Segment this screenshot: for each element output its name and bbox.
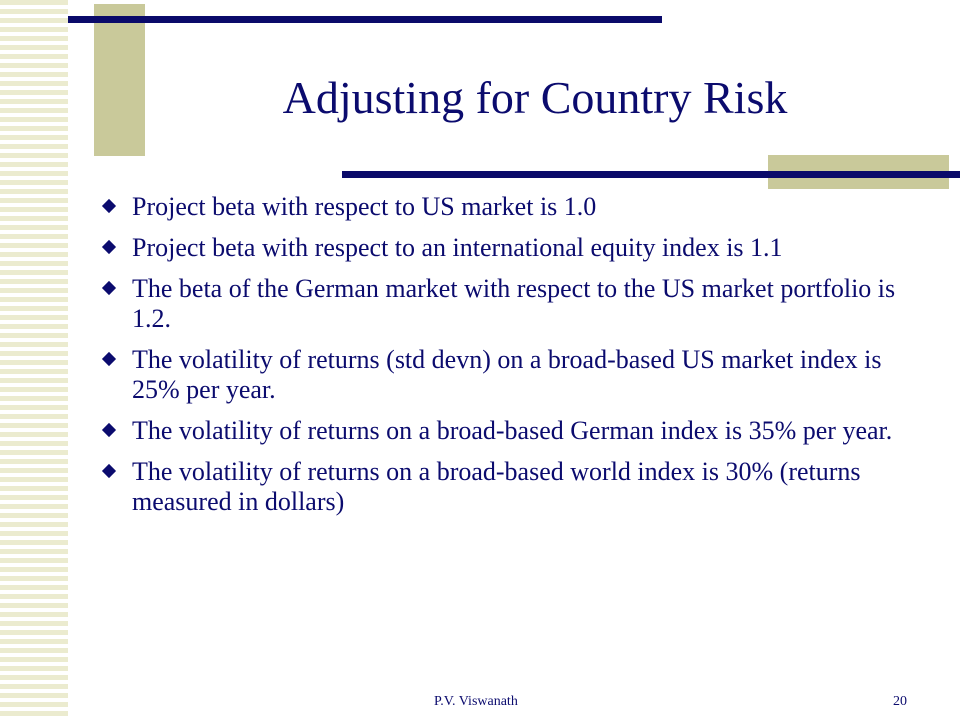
bullet-item [100,192,900,222]
bullet-item [100,416,900,446]
bullet-item [100,274,900,334]
bullet-text: The beta of the German market with respect to the US market portfolio is 1.2. [132,274,896,333]
slide-number: 20 [893,694,907,709]
bullet-text: The volatility of returns on a broad-based German index is 35% per year. [132,416,893,445]
slide-title: Adjusting for Country Risk [282,72,788,123]
decorative-stripes [0,0,68,720]
bullet-item [100,233,900,263]
diamond-bullet-icon [102,464,116,478]
bullet-item [100,345,900,405]
bullet-text: The volatility of returns (std devn) on a broad-based US market index is 25% per year. [132,345,882,404]
bullet-item [100,457,900,517]
diamond-bullet-icon [102,281,116,295]
bullet-text: Project beta with respect to US market is 1.0 [132,192,597,221]
diamond-bullet-icon [102,240,116,254]
diamond-bullet-icon [102,352,116,366]
bullet-list [100,192,900,528]
footer-author: P.V. Viswanath [434,694,518,709]
decorative-block-top [94,4,145,156]
diamond-bullet-icon [102,199,116,213]
diamond-bullet-icon [102,423,116,437]
top-rule [68,16,662,23]
bullet-text: Project beta with respect to an international equity index is 1.1 [132,233,783,262]
bullet-text: The volatility of returns on a broad-based world index is 30% (returns measured in dollars) [132,457,861,516]
title-underline-rule [342,171,960,178]
